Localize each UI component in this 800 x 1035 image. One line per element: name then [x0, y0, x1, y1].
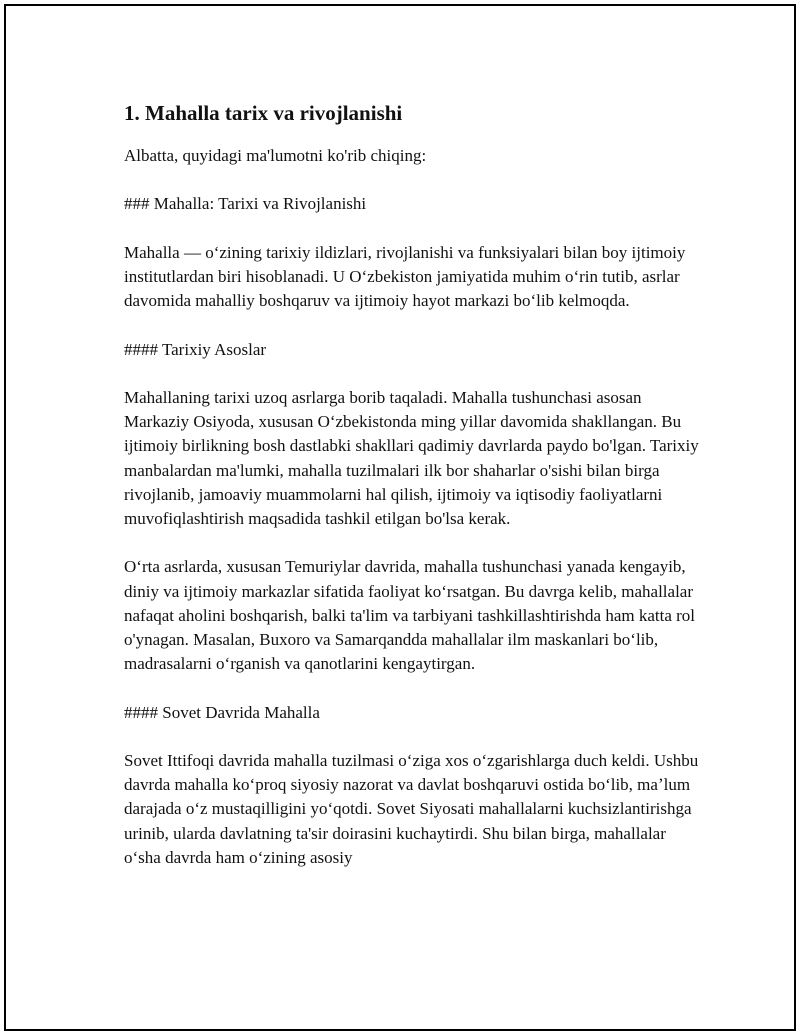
subsection-heading: #### Sovet Davrida Mahalla — [124, 702, 320, 722]
section-heading: ### Mahalla: Tarixi va Rivojlanishi — [124, 194, 367, 214]
document-body — [124, 100, 704, 894]
document-title: 1. Mahalla tarix va rivojlanishi — [124, 101, 403, 125]
body-paragraph: Sovet Ittifoqi davrida mahalla tuzilmasi oʻziga xos oʻzgarishlarga duch keldi. Ushbu davrda mahalla koʻproq siyosiy nazorat va davlat boshqaruvi ostida boʻlib, maʼlum darajada oʻz mustaqilligini yoʻqotdi. Sovet Siyosati mahallalarni kuchsizlantirishga urinib, ularda davlatning ta'sir doirasini kuchaytirdi. Shu bilan birga, mahallalar oʻsha davrda ham oʻzining asosiy — [124, 750, 699, 867]
body-paragraph: Mahalla — oʻzining tarixiy ildizlari, rivojlanishi va funksiyalari bilan boy ijtimoiy institutlardan biri hisoblanadi. U Oʻzbekiston jamiyatida muhim oʻrin tutib, asrlar davomida mahalliy boshqaruv va ijtimoiy hayot markazi boʻlib kelmoqda. — [124, 242, 686, 311]
page-frame — [4, 4, 796, 1031]
subsection-heading: #### Tarixiy Asoslar — [124, 339, 267, 359]
intro-paragraph: Albatta, quyidagi ma'lumotni ko'rib chiqing: — [124, 146, 427, 165]
body-paragraph: Mahallaning tarixi uzoq asrlarga borib taqaladi. Mahalla tushunchasi asosan Markaziy Osiyoda, xususan Oʻzbekistonda ming yillar davomida shakllangan. Bu ijtimoiy birlikning bosh dastlabki shakllari qadimiy davrlarda paydo bo'lgan. Tarixiy manbalardan ma'lumki, mahalla tuzilmalari ilk bor shaharlar o'sishi bilan birga rivojlanib, jamoaviy muammolarni hal qilish, ijtimoiy va iqtisodiy faoliyatlarni muvofiqlashtirish maqsadida tashkil etilgan bo'lsa kerak. — [124, 387, 699, 528]
body-paragraph: Oʻrta asrlarda, xususan Temuriylar davrida, mahalla tushunchasi yanada kengayib, diniy va ijtimoiy markazlar sifatida faoliyat koʻrsatgan. Bu davrga kelib, mahallalar nafaqat aholini boshqarish, balki ta'lim va tarbiyani tashkillashtirishda ham katta rol o'ynagan. Masalan, Buxoro va Samarqandda mahallalar ilm maskanlari boʻlib, madrasalarni oʻrganish va qanotlarini kengaytirgan. — [124, 557, 696, 674]
